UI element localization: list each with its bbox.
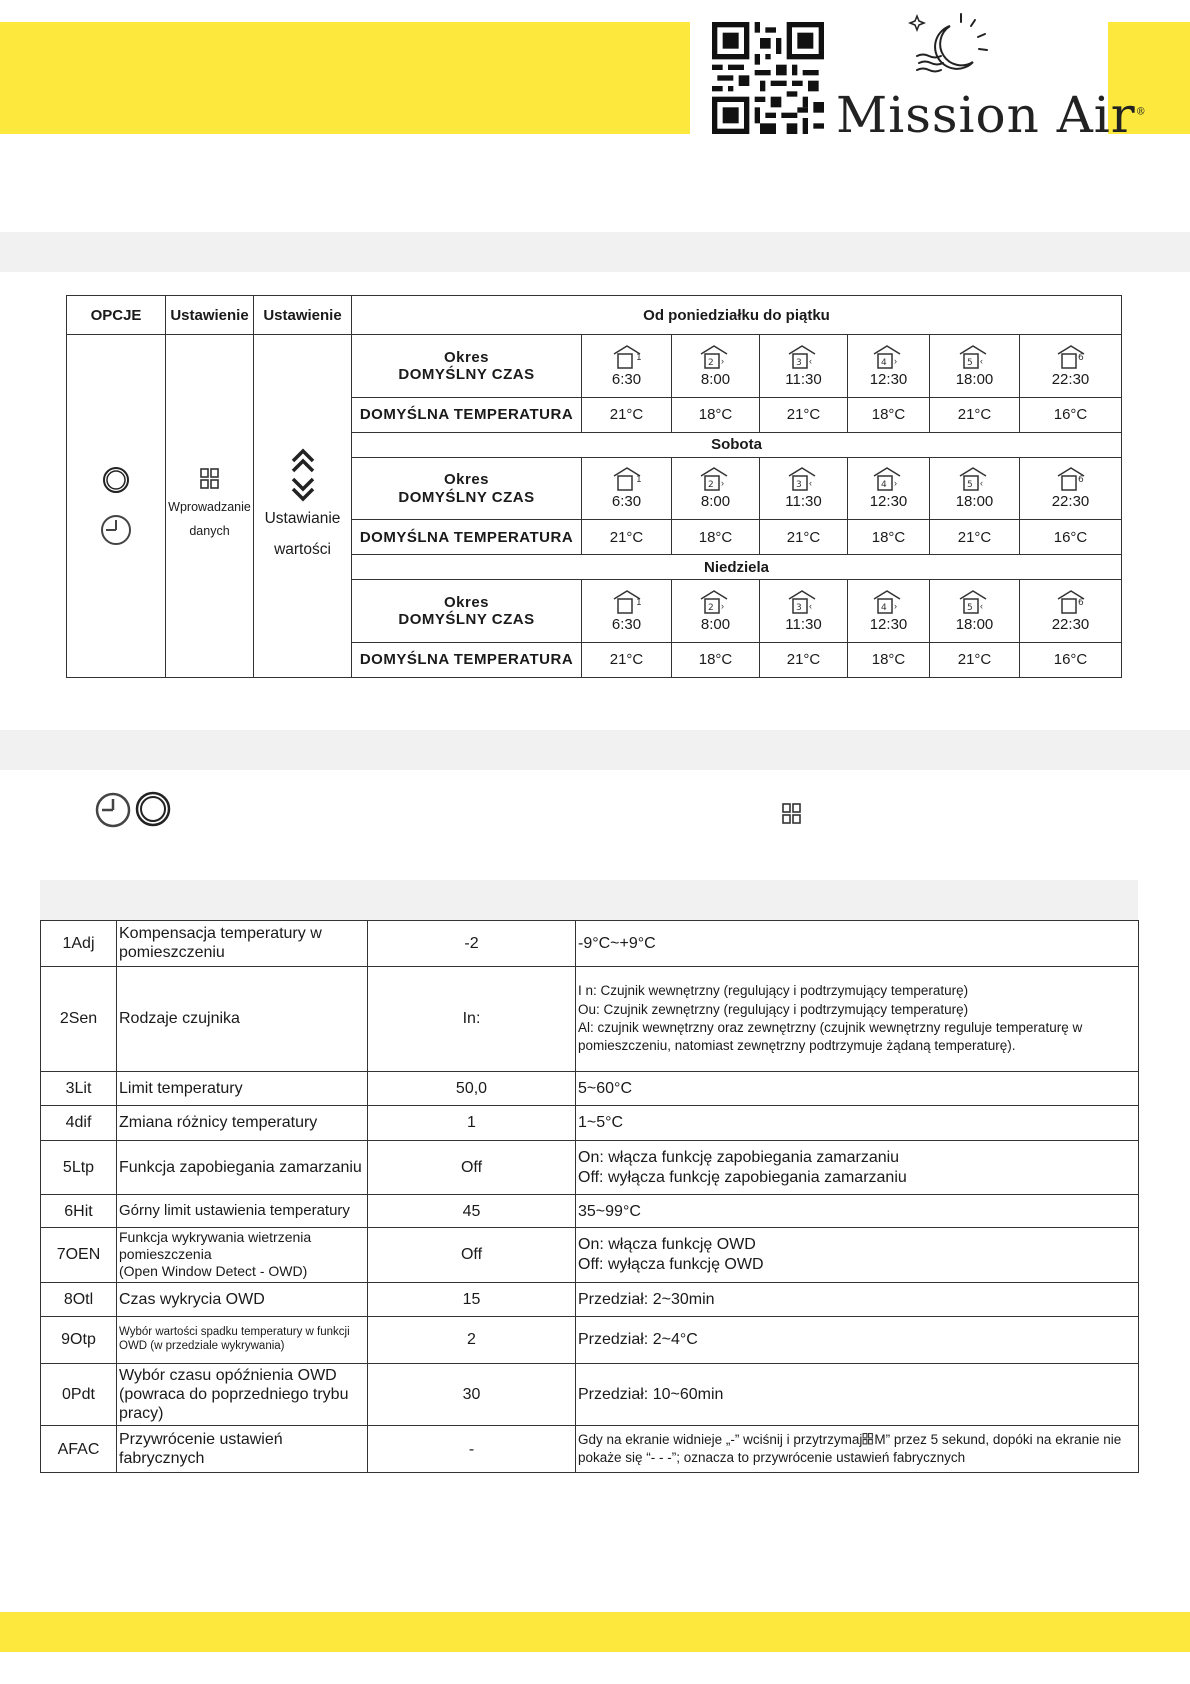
period-cell: [848, 457, 930, 519]
param-default: Off: [368, 1140, 576, 1195]
parameter-table: [40, 920, 1139, 1473]
param-default: -: [368, 1426, 576, 1473]
table-row: [41, 1316, 1139, 1363]
temp-value: 16°C: [1020, 520, 1122, 555]
range-line: Gdy na ekranie widnieje „-” wciśnij i przytrzymaj: [578, 1431, 863, 1447]
param-code: 0Pdt: [41, 1363, 117, 1426]
period-cell: [930, 580, 1020, 642]
period-cell: [848, 335, 930, 397]
svg-text:1: 1: [635, 597, 642, 608]
time-value: 22:30: [1051, 370, 1090, 388]
param-range: Przedział: 2~30min: [576, 1282, 1139, 1316]
temp-value: 16°C: [1020, 642, 1122, 677]
param-range: 5~60°C: [576, 1071, 1139, 1105]
param-range: Przedział: 10~60min: [576, 1363, 1139, 1426]
temp-value: 21°C: [760, 397, 848, 432]
header-setting-1: Ustawienie: [166, 296, 254, 335]
svg-text:›: ›: [720, 600, 724, 611]
header-bar-left: [0, 22, 690, 134]
svg-text:4: 4: [880, 357, 887, 368]
temp-value: 21°C: [582, 520, 672, 555]
param-code: 6Hit: [41, 1195, 117, 1227]
param-name: Funkcja zapobiegania zamarzaniu: [117, 1140, 368, 1195]
param-default: 15: [368, 1282, 576, 1316]
svg-text:3: 3: [795, 480, 802, 491]
table-row: [41, 1140, 1139, 1195]
table-row: [41, 966, 1139, 1071]
data-entry-label-1: Wprowadzanie: [168, 500, 251, 515]
time-value: 8:00: [700, 370, 731, 388]
data-entry-label-2: danych: [189, 524, 230, 539]
person-leave-icon: [699, 466, 733, 492]
temp-label: DOMYŚLNA TEMPERATURA: [352, 397, 582, 432]
period-time-label: [352, 457, 582, 519]
time-value: 18:00: [955, 615, 994, 633]
menu-grid-icon: [199, 468, 221, 490]
table-row: [41, 1071, 1139, 1105]
param-default: -2: [368, 921, 576, 967]
svg-text:›: ›: [720, 355, 724, 366]
param-range: Przedział: 2~4°C: [576, 1316, 1139, 1363]
house-wake-icon: [612, 344, 642, 370]
temp-value: 21°C: [760, 642, 848, 677]
section-bar-2: [0, 730, 1190, 770]
param-default: Off: [368, 1227, 576, 1282]
menu-grid-icon: [782, 803, 802, 825]
param-code: 8Otl: [41, 1282, 117, 1316]
chevron-up-down-icon: [288, 447, 318, 503]
table-row: [41, 1426, 1139, 1473]
person-return-icon: [787, 466, 821, 492]
svg-text:›: ›: [720, 478, 724, 489]
bed-sleep-icon: [1056, 344, 1086, 370]
period-cell: [582, 457, 672, 519]
svg-text:5: 5: [966, 357, 973, 368]
param-code: 5Ltp: [41, 1140, 117, 1195]
person-leave-icon: [872, 466, 906, 492]
value-setting-label-2: wartości: [274, 541, 331, 559]
time-label: DOMYŚLNY CZAS: [398, 366, 535, 384]
param-range: [576, 1426, 1139, 1473]
clock-icon: [99, 513, 133, 547]
value-setting-label-1: Ustawianie: [264, 510, 341, 528]
person-return-icon: [787, 344, 821, 370]
period-cell: [582, 335, 672, 397]
table-row: [41, 921, 1139, 967]
param-name: Czas wykrycia OWD: [117, 1282, 368, 1316]
param-range: [576, 966, 1139, 1071]
data-entry-cell: [166, 335, 254, 678]
period-cell: [848, 580, 930, 642]
range-line: On: włącza funkcję OWD: [578, 1236, 756, 1254]
svg-text:‹: ‹: [808, 355, 812, 366]
temp-value: 18°C: [672, 397, 760, 432]
period-cell: [1020, 580, 1122, 642]
param-default: 50,0: [368, 1071, 576, 1105]
param-default: 30: [368, 1363, 576, 1426]
param-range: [576, 1140, 1139, 1195]
period-label: Okres: [443, 593, 490, 611]
period-cell: [760, 580, 848, 642]
schedule-table: [66, 295, 1122, 678]
param-name: Zmiana różnicy temperatury: [117, 1106, 368, 1140]
time-value: 6:30: [611, 370, 642, 388]
time-value: 11:30: [785, 615, 822, 633]
svg-text:3: 3: [795, 357, 802, 368]
svg-text:5: 5: [966, 480, 973, 491]
svg-text:6: 6: [1077, 352, 1084, 363]
temp-value: 21°C: [760, 520, 848, 555]
header-setting-2: Ustawienie: [254, 296, 352, 335]
power-ring-icon: [101, 465, 131, 495]
person-leave-icon: [699, 344, 733, 370]
param-default: 1: [368, 1106, 576, 1140]
temp-value: 18°C: [848, 397, 930, 432]
period-cell: [1020, 457, 1122, 519]
time-value: 11:30: [785, 370, 822, 388]
person-return-icon: [787, 589, 821, 615]
time-value: 8:00: [700, 615, 731, 633]
table-row: [41, 1363, 1139, 1426]
param-name: [117, 1227, 368, 1282]
period-cell: [672, 580, 760, 642]
range-line: Ou: Czujnik zewnętrzny (regulujący i podtrzymujący temperaturę): [578, 1001, 969, 1017]
person-leave-icon: [872, 344, 906, 370]
svg-text:3: 3: [795, 602, 802, 613]
person-leave-icon: [699, 589, 733, 615]
section-bar-3: [40, 880, 1138, 920]
time-label: DOMYŚLNY CZAS: [398, 611, 535, 629]
svg-text:6: 6: [1077, 597, 1084, 608]
param-code: 4dif: [41, 1106, 117, 1140]
param-default: 2: [368, 1316, 576, 1363]
time-value: 22:30: [1051, 615, 1090, 633]
param-code: 9Otp: [41, 1316, 117, 1363]
temp-value: 18°C: [848, 642, 930, 677]
temp-label: DOMYŚLNA TEMPERATURA: [352, 642, 582, 677]
temp-value: 21°C: [582, 642, 672, 677]
param-name: Wybór czasu opóźnienia OWD (powraca do poprzedniego trybu pracy): [117, 1363, 368, 1426]
period-cell: [760, 335, 848, 397]
svg-text:‹: ‹: [979, 600, 983, 611]
param-name: Rodzaje czujnika: [117, 966, 368, 1071]
temp-value: 21°C: [930, 397, 1020, 432]
param-name: Wybór wartości spadku temperatury w funkcji OWD (w przedziale wykrywania): [117, 1316, 368, 1363]
period-cell: [930, 335, 1020, 397]
temp-value: 21°C: [930, 642, 1020, 677]
day-weekdays: Od poniedziałku do piątku: [352, 296, 1122, 335]
clock-icon: [94, 791, 132, 829]
param-default: In:: [368, 966, 576, 1071]
time-value: 12:30: [869, 370, 908, 388]
svg-text:4: 4: [880, 480, 887, 491]
param-range: 1~5°C: [576, 1106, 1139, 1140]
time-value: 12:30: [869, 493, 908, 511]
svg-text:6: 6: [1077, 475, 1084, 486]
time-value: 11:30: [785, 493, 822, 511]
svg-text:›: ›: [893, 600, 897, 611]
svg-text:‹: ‹: [808, 600, 812, 611]
range-line: On: włącza funkcję zapobiegania zamarzaniu: [578, 1149, 900, 1167]
temp-value: 18°C: [848, 520, 930, 555]
svg-text:‹: ‹: [979, 478, 983, 489]
person-leave-icon: [872, 589, 906, 615]
person-return-icon: [958, 344, 992, 370]
param-range: [576, 1227, 1139, 1282]
svg-text:1: 1: [635, 352, 642, 363]
time-value: 8:00: [700, 493, 731, 511]
temp-value: 18°C: [672, 520, 760, 555]
param-name-line: Funkcja wykrywania wietrzenia pomieszczenia: [119, 1229, 312, 1263]
param-range: -9°C~+9°C: [576, 921, 1139, 967]
svg-text:›: ›: [893, 355, 897, 366]
time-label: DOMYŚLNY CZAS: [398, 488, 535, 506]
param-code: 2Sen: [41, 966, 117, 1071]
period-cell: [1020, 335, 1122, 397]
period-time-label: [352, 580, 582, 642]
param-name-line: (Open Window Detect - OWD): [119, 1263, 308, 1280]
range-line: Off: wyłącza funkcję zapobiegania zamarzaniu: [578, 1168, 907, 1186]
table-row: [41, 1227, 1139, 1282]
range-line: Al: czujnik wewnętrzny oraz zewnętrzny (czujnik wewnętrzny reguluje temperaturę w pomieszczeniu, natomiast zewnętrzny podtrzymuje żądaną temperaturę).: [578, 1019, 1083, 1053]
period-cell: [760, 457, 848, 519]
bed-sleep-icon: [1056, 589, 1086, 615]
param-name: Przywrócenie ustawień fabrycznych: [117, 1426, 368, 1473]
period-cell: [930, 457, 1020, 519]
temp-value: 21°C: [582, 397, 672, 432]
range-line: I n: Czujnik wewnętrzny (regulujący i podtrzymujący temperaturę): [578, 983, 969, 999]
time-value: 6:30: [611, 615, 642, 633]
range-line: M” przez 5 sekund, dopóki na ekranie nie pokaże się “- - -”; oznacza to przywrócenie ustawień fabrycznych: [578, 1431, 1122, 1466]
section-bar-1: [0, 232, 1190, 272]
house-wake-icon: [612, 589, 642, 615]
day-saturday: Sobota: [352, 433, 1122, 458]
range-line: Off: wyłącza funkcję OWD: [578, 1255, 764, 1273]
period-label: Okres: [443, 471, 490, 489]
svg-text:‹: ‹: [979, 355, 983, 366]
period-cell: [582, 580, 672, 642]
time-value: 6:30: [611, 493, 642, 511]
temp-label: DOMYŚLNA TEMPERATURA: [352, 520, 582, 555]
temp-value: 18°C: [672, 642, 760, 677]
svg-text:2: 2: [707, 602, 714, 613]
period-cell: [672, 335, 760, 397]
qr-code-icon: [712, 22, 824, 134]
table-row: [41, 1282, 1139, 1316]
svg-text:2: 2: [707, 480, 714, 491]
svg-text:2: 2: [707, 357, 714, 368]
period-time-label: [352, 335, 582, 397]
brand-name: Mission Air®: [836, 86, 1147, 144]
svg-text:‹: ‹: [808, 478, 812, 489]
param-name: Kompensacja temperatury w pomieszczeniu: [117, 921, 368, 967]
footer-bar: [0, 1612, 1190, 1652]
options-cell: [67, 335, 166, 678]
svg-text:5: 5: [966, 602, 973, 613]
bed-sleep-icon: [1056, 466, 1086, 492]
time-value: 18:00: [955, 370, 994, 388]
time-value: 12:30: [869, 615, 908, 633]
moon-sun-logo-icon: [905, 12, 995, 88]
day-sunday: Niedziela: [352, 555, 1122, 580]
period-label: Okres: [443, 348, 490, 366]
house-wake-icon: [612, 466, 642, 492]
table-row: [41, 1106, 1139, 1140]
person-return-icon: [958, 466, 992, 492]
param-code: 1Adj: [41, 921, 117, 967]
power-ring-icon: [134, 790, 172, 828]
param-name: Górny limit ustawienia temperatury: [117, 1195, 368, 1227]
person-return-icon: [958, 589, 992, 615]
temp-value: 16°C: [1020, 397, 1122, 432]
param-code: AFAC: [41, 1426, 117, 1473]
param-code: 3Lit: [41, 1071, 117, 1105]
time-value: 22:30: [1051, 493, 1090, 511]
param-range: 35~99°C: [576, 1195, 1139, 1227]
temp-value: 21°C: [930, 520, 1020, 555]
header-options: OPCJE: [67, 296, 166, 335]
time-value: 18:00: [955, 493, 994, 511]
period-cell: [672, 457, 760, 519]
svg-text:1: 1: [635, 475, 642, 486]
table-row: [41, 1195, 1139, 1227]
param-code: 7OEN: [41, 1227, 117, 1282]
param-name: Limit temperatury: [117, 1071, 368, 1105]
param-default: 45: [368, 1195, 576, 1227]
svg-text:›: ›: [893, 478, 897, 489]
value-setting-cell: [254, 335, 352, 678]
menu-grid-icon: [862, 1433, 874, 1445]
svg-text:4: 4: [880, 602, 887, 613]
